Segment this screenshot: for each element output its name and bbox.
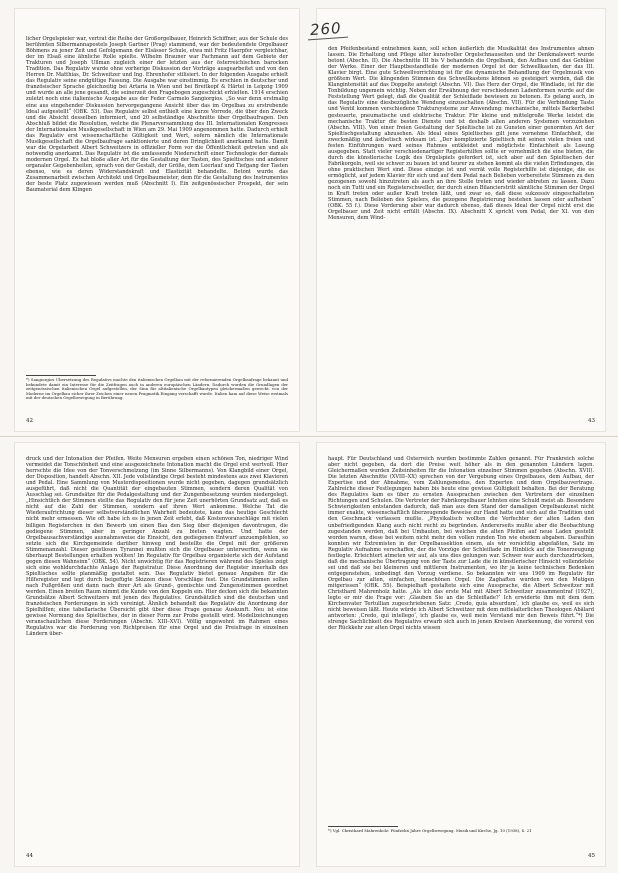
page-number: 43 (588, 418, 595, 424)
body-text: licher Orgelspieler war, vertrat die Reihe der Großorgelbauer, Heinrich Schiffner, aus der Schule des berühmten Silbermannapostels Joseph Gartner (Prag) stammend, war der bedeutendste Orgelbauer Böhmens zu jener Zeit und Gefolgsmann der Elsässer Schule, etwa mit Fritz Haerpfer vergleichbar, der im Elsaß eine ähnliche Rolle spielte. Wilhelm Brauner war Fachmann auf dem Gebiete der Trakturen und Joseph Ullman zugleich einer der letzten aus der österreichischen barocken Tradition. Das Regulativ wurde ohne vorherige Diskussion der Vorträge ausgearbeitet und von den Herren Dr. Matthias, Dr. Schweitzer und Ing. Ehrenhofer stilisiert. In der folgenden Ausgabe erhielt das Regulativ seine endgültige Fassung. Die Ausgabe war einstimmig. Es erschien in deutscher und französischer Sprache gleichzeitig bei Artaria in Wien und bei Breitkopf & Härtel in Leipzig 1909 und wurde an alle jene gesandt, die seinerzeit den Fragebogen zugeschickt erhielten. 1914 erschien zuletzt noch eine italienische Ausgabe aus der Feder Carmelo Sangiorgios. „So war denn erstmalig eine aus eingehender Diskussion hervorgegangene Ansicht über das im Orgelbau zu erstrebende Ideal aufgestellt“ (OBK. 53). Das Regulativ selbst enthielt eine kurze Vorrede, die über den Zweck und die Absicht desselben informiert, und 20 selbständige Abschnitte über Orgelbaufragen. Den Abschluß bildet die Resolution, welche die Plenarversammlung des III. Internationalen Kongresses der Internationalen Musikgesellschaft in Wien am 29. Mai 1909 angenommen hatte. Dadurch erhielt das Regulativ erst wissenschaftliche Gültigkeit und Wert, sofern nämlich die Internationale Musikgesellschaft die Orgelbaufrage sanktionierte und deren Dringlichkeit anerkannt hatte. Damit war die Orgelarbeit Albert Schweitzers in offizieller Form vor die Öffentlichkeit getreten und als notwendig anerkannt. Das Regulativ ist die umfassende Niederschrift einer Technologie der damals modernen Orgel. Es hat bloße aller Art für die Gestaltung der Tasten, des Spieltisches und anderer organaler Gegebenheiten, sprach von der Gestalt, der Größe, dem Leerlauf und Tiefgang der Tasten ebenso, wie es deren Widerstandskraft und Elastizität behandelte. Betont wurde das Zusammenarbeit zwischen Architekt und Orgelbaumeister, dem für die Gestaltung des Instrumentes der beste Platz zugewiesen werden muß (Abschnitt I). Ein zeitgenössischer Prospekt, der sein Baumaterial dem Klingen (26, 36, 288, 194)
page-fold (0, 436, 618, 437)
page-43 (309, 8, 606, 432)
footnote-rule (328, 826, 398, 827)
page-number: 42 (26, 418, 33, 424)
footnote-rule (26, 375, 96, 376)
handwritten-number: 260 (309, 18, 343, 40)
page-number: 45 (588, 853, 595, 859)
page-42 (14, 8, 300, 432)
body-text: druck und der Intonation der Pfeifen. Weite Mensuren ergeben einen schönen Ton, niedriger Wind vermeidet die Tonschönheit und eine ausgezeichnete Intonation macht die Orgel erst wertvoll. Hier herrschte die Idee von der Tonverschmelzung (im Sinne Silbermanns). Von Klangbild einer Orgel, der Disposition, handelt Abschn. XII. Jede vollständige Orgel besteht mindestens aus zwei Klavieren und Pedal. Eine Sammlung von Musterdispositionen wurde nicht gegeben, dagegen grundsätzlich ausgeführt, daß nicht die Quantität der eingebauten Stimmen, sondern deren Qualität von Ausschlag sei. Grundsätze für die Pedalgestaltung und der Zungenbesetzung wurden niedergelegt. „Hinsichtlich der Stimmen stellte das Regulativ den für jene Zeit unerhörten Grundsatz auf, daß es nicht auf die Zahl der Stimmen, sondern auf ihren Wert ankomme. Welche Tat die Wiederaufrichtung dieser selbstverständlichen Wahrheit bedeutete, kann das heutige Geschlecht nicht mehr ermessen. Wie oft habe ich es in jenen Zeit erlebt, daß Kostenvoranschläge mit vielen billigen Registerchen in den Bewerb um einen Bau den Sieg über diejenigen davontrugen, die gediegene Stimmen, aber in geringer Anzahl zu bieten wagten. Und hatte der Orgelbausachverständige ausnahmsweise die Einsicht, den gediegenen Entwurf anzuempfehlen, so setzte sich die Kirchgemeinde darüber hinweg und bestellte die Orgel mit der größeren Stimmenanzahl. Dieser geistlosen Tyrannei mußten sich die Orgelbauer unterwerfen, wenn sie überhaupt Bestellungen erhalten wollten! Im Regulativ für Orgelbau organisierte sich der Aufstand gegen diesen Wahnsinn“ (OBK. 54). Nicht unwichtig für das Registrieren während des Spieles zeigt sich eine wohldurchdachte Anlage der Registratur. Diese Anordnung der Register innerhalb des Spieltisches sollte planmäßig gestaltet sein. Das Regulativ bietet genaue Angaben für die Hilfsregister und legt durch beigefügte Skizzen diese Vorschläge fest. Die Grundstimmen sollen nach Fußgrößen und dann nach ihrer Art als Grund-, gemischte und Zungenstimmen geordnet werden. Einen breiten Raum nimmt die Kunde von den Koppeln ein. Hier decken sich die bekannten Grundsätze Albert Schweitzers mit jenen des Regulativs. Grundsätzlich sind die deutschen und französischen Forderungen in sich vereinigt. Ähnlich behandelt das Regulativ die Anordnung der Spielhilfen; eine tabellarische Übersicht gibt über diese Frage genaue Auskunft. Neu ist eine gewisse Normung des Spieltisches, der in dieser Form zur Probe gestellt wird. Modellzeichnungen veranschaulichen diese Forderungen (Abschn. XIII–XVI). Völlig ungewohnt im Rahmen eines Regulativs war die Forderung von Richtpreisen für eine Orgel und die Preisfrage in einzelnen Ländern über- (26, 456, 288, 638)
page-45 (316, 442, 606, 867)
page-44 (14, 442, 300, 867)
footnote: *) Sangiorgios Übersetzung des Regulativs machte den italienischen Orgelbau mit der reformierenden Orgelbaufrage bekannt und bekundete damit ein Interesse für die Zeitfragen auch in anderen europäischen Ländern. Dadurch wurden die Grundlagen der zeitgenössischen italienischen Orgel aufgestellen, der Sinn für altitalienische Orgelbautypen gleichermaßen geweckt, von der Moderne im Orgelbau sicher ihrer Zeichen einer neuen Pragmatik Eingang verschafft wurde. Italien kam auf diese Weise erstmals mit der deutschen Orgelbewegung in Berührung. (26, 378, 288, 401)
body-text: haupt. Für Deutschland und Österreich wurden bestimmte Zahlen genannt. Für Frankreich solche aber nicht gegeben, da dort die Preise weit höher als in den genannten Ländern lagen. Gleichermaßen wurden Zeiteinheiten für die Intonation einzelner Stimmen gegeben (Abschn. XVII). Die letzten Abschnitte (XVIII–XX) sprechen von der Vergebung eines Orgelbaues, dem Aufbau, der Expertise und der Abnahme, vom Zahlungsmodus, den Experten und dem Orgelbauvertrage. Zahlreiche dieser Festlegungen haben bis heute eine gewisse Gültigkeit behalten. Bei der Beratung des Regulativs kam es über zu ernsten Aussprachen zwischen den Vertretern der einzelnen Richtungen und Schulen. Die Vertreter der Fabrikorgelbauer lehnten eine Schuld meist ab. Besondere Schwierigkeiten entstanden dadurch, daß man aus dem Stand der damaligen Orgelbaukunst nicht immer exakte, wissenschaftlich überzeugende Beweise zur Hand hatte und sich auf die Tradition und den Geschmack verlassen mußte. „Physikalisch wollten die Verfechter der alten Laden den unbefriedigenden Klang auch nicht recht zu begründen. Andererseits mußte aber die Beobachtung zugestanden werden, daß bei Umbauten, bei welchen die alten Pfeifen auf neue Laden gestellt worden waren, diese bei weitem nicht mehr den vollen runden Ton wie ehedem abgaben. Daraufhin konnten wir Extremisten in der Orgelbausektion einem, als wir vorsichtig abgefaßten, Satz im Regulativ Aufnahme verschaffen, der die Vorzüge der Schleiflade im Hinblick auf die Tonerzeugung festlegte. Erleichtert atmeten wir auf, als uns dies gelungen war. Schwer war auch durchzudrücken, daß die mechanische Übertragung von der Taste zur Lade die in künstlerischer Hinsicht vollendetste sei und daß sie bei kleineren und mittleren Instrumenten, wo ihr ja keine technischen Bedenken entgegenstehen, unbedingt den Vorzug verdiene. So bekannten wir uns 1909 im Regulativ für Orgelbau zur alten, einfachen, tonschönen Orgel. Die Zaghaften wurden von den Mutigen mitgerissen“ (OBK. 55). Beispielhaft gestaltete sich eine Aussprache, die Albert Schweitzer mit Christhard Mahrenholz hatte. „Als ich das erste Mal mit Albert Schweitzer zusammentraf (1927), legte er mir die Frage vor: ‚Glauben Sie an die Schleiflade?‘ Ich erwiderte ihm mit dem dem Kirchenvater Tertullian zugeschriebenen Satz: ‚Credo, quia absurdum‘, ich glaube es, weil es sich nicht beweisen läßt. Heute würde ich Albert Schweitzer mit dem mittelalterlichen Theologen Abälard antworten: ‚Credo, qui intellego‘, ich glaube es, weil mein Verstand mir den Beweis führt.“*) Die strenge Sachlichkeit des Regulativs erwarb sich auch in jenen Kreisen Anerkennung, die vorerst von der Rückkehr zur alten Orgel nichts wissen (328, 456, 594, 632)
page-number: 44 (26, 853, 33, 859)
body-text: den Pfeifenbestand entnehmen kann, soll schon äußerlich die Musikalität des Instrumentes ahnen lassen. Die Erhaltung und Pflege alter kunstvoller Orgelschnauseiten und ihr Denkmalswert wurde betont (Abschn. II). Die Abschnitte III bis V behandeln die Orgelbank, den Aufbau und das Gebläse der Werke. Einer der Hauptbestandteile der modernen Orgel ist der Schwellkasten, der das III. Klavier birgt. Eine gute Schwellvorrichtung ist für die dynamische Behandlung der Orgelmusik von größtem Wert. Die klingenden Stimmen des Schwellkastens können so gesteigert werden, daß die Klangintensität auf das Doppelte ansteigt (Abschn. VI). Das Herz der Orgel, die Windlade, ist für die Tonbildung ungemein wichtig. Neben der Erwähnung der verschiedenen Ladenformen wurde auf die Feststellung Wert gelegt, daß die Qualität der Schleiflade bewiesen zu betonen. Es gelang auch, in das Regulativ eine diesbezügliche Wendung einzuschalten (Abschn. VII). Für die Verbindung Taste und Ventil kommen verschiedene Traktursysteme zur Anwendung: mechanische, mittels Barkerhebel gesteuerte, pneumatische und elektrische Traktur. Für kleine und mittelgroße Werke leistet die mechanische Traktur die besten Dienste und ist deshalb allen anderen Systemen vorzuziehen (Abschn. VIII). Von einer freien Gestaltung der Spieltische ist zu Gunsten einer genormten Art der Spieltischgestaltung abzusehen. Als Ideal eines Spieltisches gilt jene vornehme Einfachheit, die zweckmäßig und ästhetisch wirksam ist. „Der komplizierte Spieltisch mit seinen vielen freien und festen Einführungen ward seines Ruhmes entkleidet und möglichste Einfachheit als Losung ausgegeben. Statt vieler verschiedenartiger Registerhilfen sollte er vornehmlich die eine bieten, die durch die künstlerische Logik des Orgelspiels gefordert ist, sich aber auf den Spieltischen der Fabrikorgeln, weil sie schwer zu bauen ist und teurer zu stehen kommt als die vielen Erfindungen, die ohne praktischen Wert sind. Diese einzige ist und verrät volle Registerhilfe ist diejenige, die es ermöglicht, auf jedem Klavier für sich und auf dem Pedal nach Belieben vorbereitete Stimmen zu den gezogenen sowohl hinzutreten als auch an ihre Stelle treten und wieder abtreten zu lassen. Dazu noch ein Tutti und ein Registerschweller, der durch einen Bilancierstritt sämtliche Stimmen der Orgel in Kraft treten oder außer Kraft treten läßt, und zwar so, daß diese sukzessiv eingeschalteten Stimmen, nach Belieben des Spielers, die gezogene Registrierung bestehen lassen oder aufheben“ (OBK. 55 f.). Diese Vorderung aber war dadurch ebenso, daß dieses Ideal der Orgel nicht erst die Orgelbauer und Zeit nicht erfüllt (Abschn. IX). Abschnitt X spricht vom Pedal, der XI. von den Mensuren, dem Wind- (328, 46, 594, 222)
footnote: *) Vgl. Christhard Mahrenholz: Fünfzehn Jahre Orgelbewegung. Musik und Kirche, Jg. 10 (1938), S. 21 (328, 829, 532, 833)
